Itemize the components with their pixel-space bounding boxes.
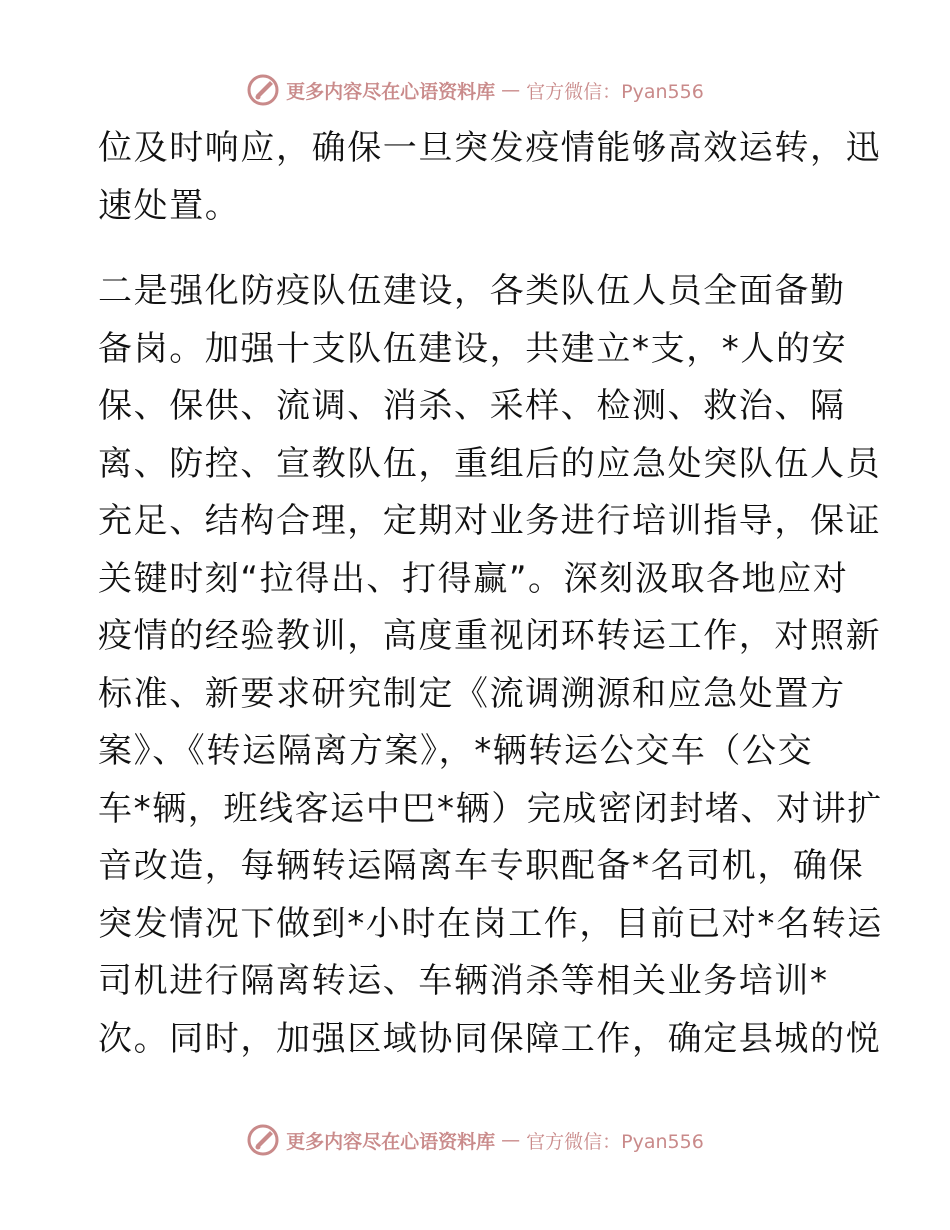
text-line: 速处置。 — [98, 185, 241, 226]
watermark-separator: — — [501, 79, 521, 101]
watermark-sub-text: 官方微信：Pyan556 — [526, 80, 704, 103]
text-line: 疫情的经验教训，高度重视闭环转运工作，对照新 — [98, 616, 882, 656]
watermark-main-text: 更多内容尽在心语资料库 — [286, 80, 496, 103]
text-line: 离、防控、宣教队伍，重组后的应急处突队伍人员 — [98, 443, 882, 484]
text-line: 充足、结构合理，定期对业务进行培训指导，保证 — [98, 501, 882, 541]
paragraph-spacer — [98, 235, 858, 263]
text-line: 车*辆，班线客运中巴*辆）完成密闭封堵、对讲扩 — [98, 788, 883, 829]
text-line: 位及时响应，确保一旦突发疫情能够高效运转，迅 — [98, 128, 882, 168]
paragraph-1 — [98, 120, 882, 235]
watermark-sub-text: 官方微信：Pyan556 — [526, 1130, 704, 1153]
brand-logo-icon — [246, 1123, 280, 1157]
text-line: 保、保供、流调、消杀、采样、检测、救治、隔 — [98, 386, 846, 426]
watermark-separator: — — [501, 1129, 521, 1151]
watermark-main-text: 更多内容尽在心语资料库 — [286, 1130, 496, 1153]
paragraph-2 — [98, 263, 883, 1068]
brand-logo-icon — [246, 73, 280, 107]
text-line: 二是强化防疫队伍建设，各类队伍人员全面备勤 — [98, 271, 846, 311]
text-line: 司机进行隔离转运、车辆消杀等相关业务培训* — [98, 961, 829, 1001]
text-line: 音改造，每辆转运隔离车专职配备*名司机，确保 — [98, 846, 865, 886]
text-line: 次。同时，加强区域协同保障工作，确定县城的悦 — [98, 1018, 882, 1059]
document-body — [98, 120, 883, 1068]
text-line: 备岗。加强十支队伍建设，共建立*支，*人的安 — [98, 328, 848, 369]
text-line: 关键时刻“拉得出、打得赢”。深刻汲取各地应对 — [98, 558, 849, 599]
footer-watermark — [0, 1120, 950, 1160]
header-watermark — [0, 70, 950, 110]
text-line: 突发情况下做到*小时在岗工作，目前已对*名转运 — [98, 903, 883, 944]
text-line: 案》、《转运隔离方案》，*辆转运公交车（公交 — [98, 731, 814, 771]
text-line: 标准、新要求研究制定《流调溯源和应急处置方 — [98, 673, 846, 714]
